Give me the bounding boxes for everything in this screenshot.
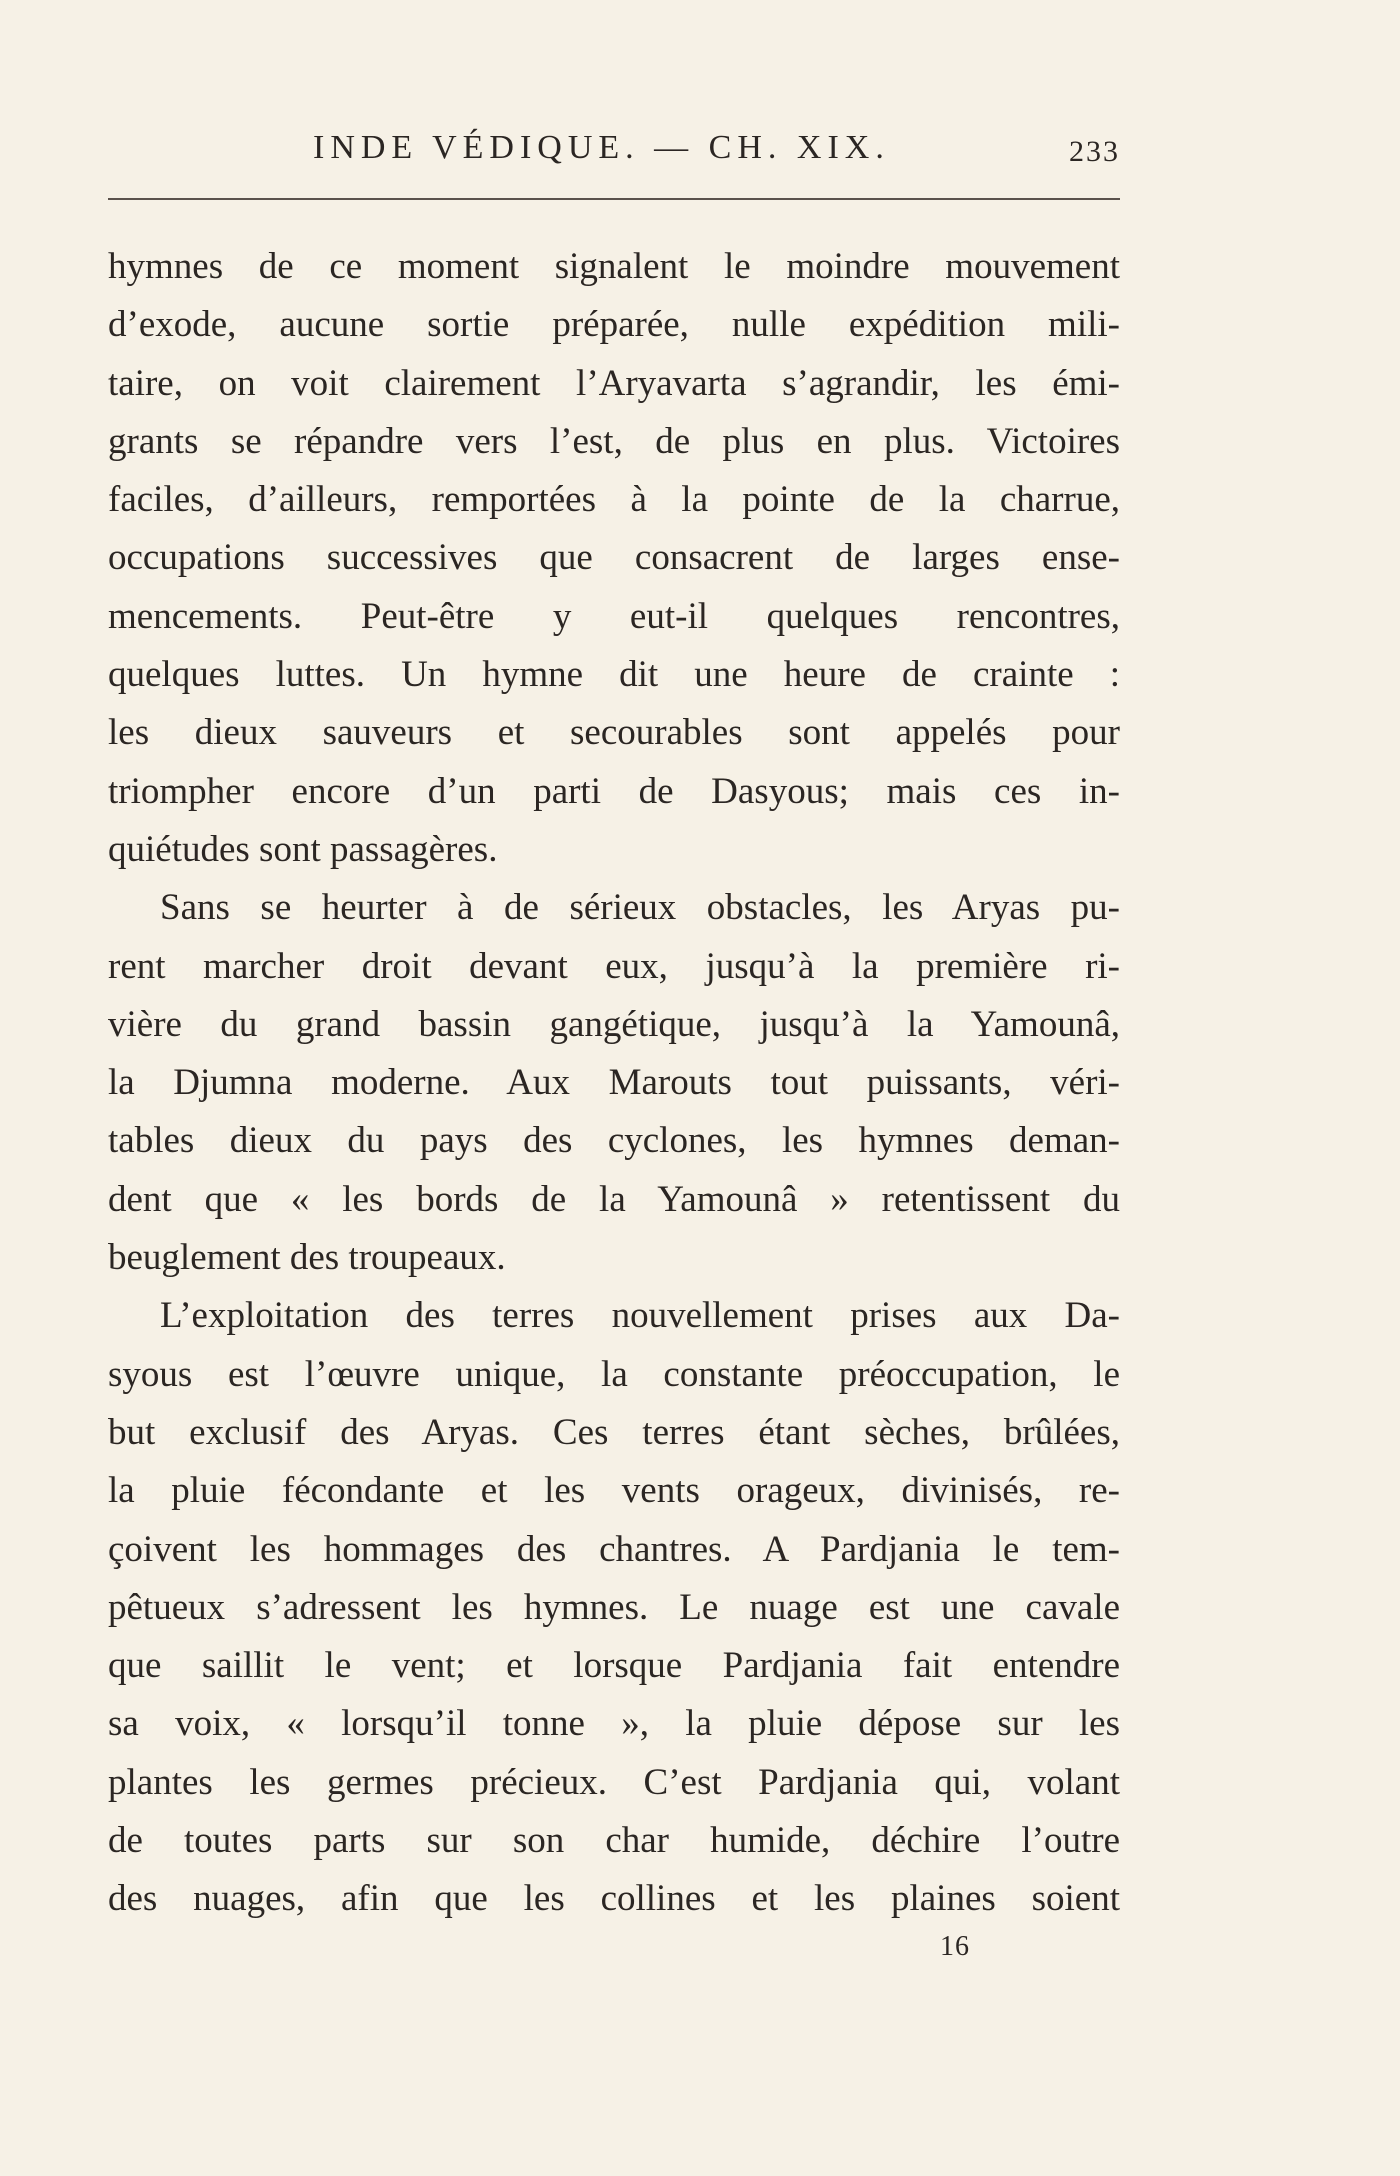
running-title: INDE VÉDIQUE. — CH. XIX. bbox=[313, 129, 890, 166]
header-rule bbox=[108, 198, 1120, 200]
text-line: d’exode, aucune sortie préparée, nulle expédition mili- bbox=[108, 304, 1120, 346]
text-line: dent que « les bords de la Yamounâ » retentissent du bbox=[108, 1178, 1120, 1220]
text-line: que saillit le vent; et lorsque Pardjania fait entendre bbox=[108, 1645, 1120, 1687]
running-head bbox=[108, 128, 1120, 178]
text-line: sa voix, « lorsqu’il tonne », la pluie dépose sur les bbox=[108, 1703, 1120, 1745]
text-line: rent marcher droit devant eux, jusqu’à la première ri- bbox=[108, 945, 1120, 987]
text-line: but exclusif des Aryas. Ces terres étant sèches, brûlées, bbox=[108, 1411, 1120, 1453]
text-line: quiétudes sont passagères. bbox=[108, 828, 498, 870]
signature-mark: 16 bbox=[940, 1931, 970, 1962]
text-line: quelques luttes. Un hymne dit une heure de crainte : bbox=[108, 654, 1120, 696]
text-line: beuglement des troupeaux. bbox=[108, 1237, 506, 1279]
text-line: vière du grand bassin gangétique, jusqu’à la Yamounâ, bbox=[108, 1003, 1120, 1045]
text-line: triompher encore d’un parti de Dasyous; mais ces in- bbox=[108, 770, 1120, 812]
text-line: pêtueux s’adressent les hymnes. Le nuage est une cavale bbox=[108, 1586, 1120, 1628]
paragraph-start-line: Sans se heurter à de sérieux obstacles, les Aryas pu- bbox=[160, 887, 1120, 929]
text-line: la pluie fécondante et les vents orageux, divinisés, re- bbox=[108, 1470, 1120, 1512]
text-line: grants se répandre vers l’est, de plus en plus. Victoires bbox=[108, 420, 1120, 462]
text-line: occupations successives que consacrent de larges ense- bbox=[108, 537, 1120, 579]
text-line: les dieux sauveurs et secourables sont appelés pour bbox=[108, 712, 1120, 754]
text-line: syous est l’œuvre unique, la constante préoccupation, le bbox=[108, 1353, 1120, 1395]
text-line: faciles, d’ailleurs, remportées à la pointe de la charrue, bbox=[108, 479, 1120, 521]
page-number: 233 bbox=[1069, 135, 1120, 168]
text-line: mencements. Peut-être y eut-il quelques rencontres, bbox=[108, 595, 1120, 637]
text-line: tables dieux du pays des cyclones, les hymnes deman- bbox=[108, 1120, 1120, 1162]
text-line: de toutes parts sur son char humide, déchire l’outre bbox=[108, 1820, 1120, 1862]
text-line: des nuages, afin que les collines et les plaines soient bbox=[108, 1878, 1120, 1920]
text-line: hymnes de ce moment signalent le moindre mouvement bbox=[108, 246, 1120, 287]
body-text bbox=[108, 238, 1120, 1929]
text-line: la Djumna moderne. Aux Marouts tout puissants, véri- bbox=[108, 1062, 1120, 1104]
text-line: plantes les germes précieux. C’est Pardjania qui, volant bbox=[108, 1761, 1120, 1803]
paragraph-start-line: L’exploitation des terres nouvellement prises aux Da- bbox=[160, 1295, 1120, 1337]
text-line: çoivent les hommages des chantres. A Pardjania le tem- bbox=[108, 1528, 1120, 1570]
text-line: taire, on voit clairement l’Aryavarta s’agrandir, les émi- bbox=[108, 362, 1120, 404]
